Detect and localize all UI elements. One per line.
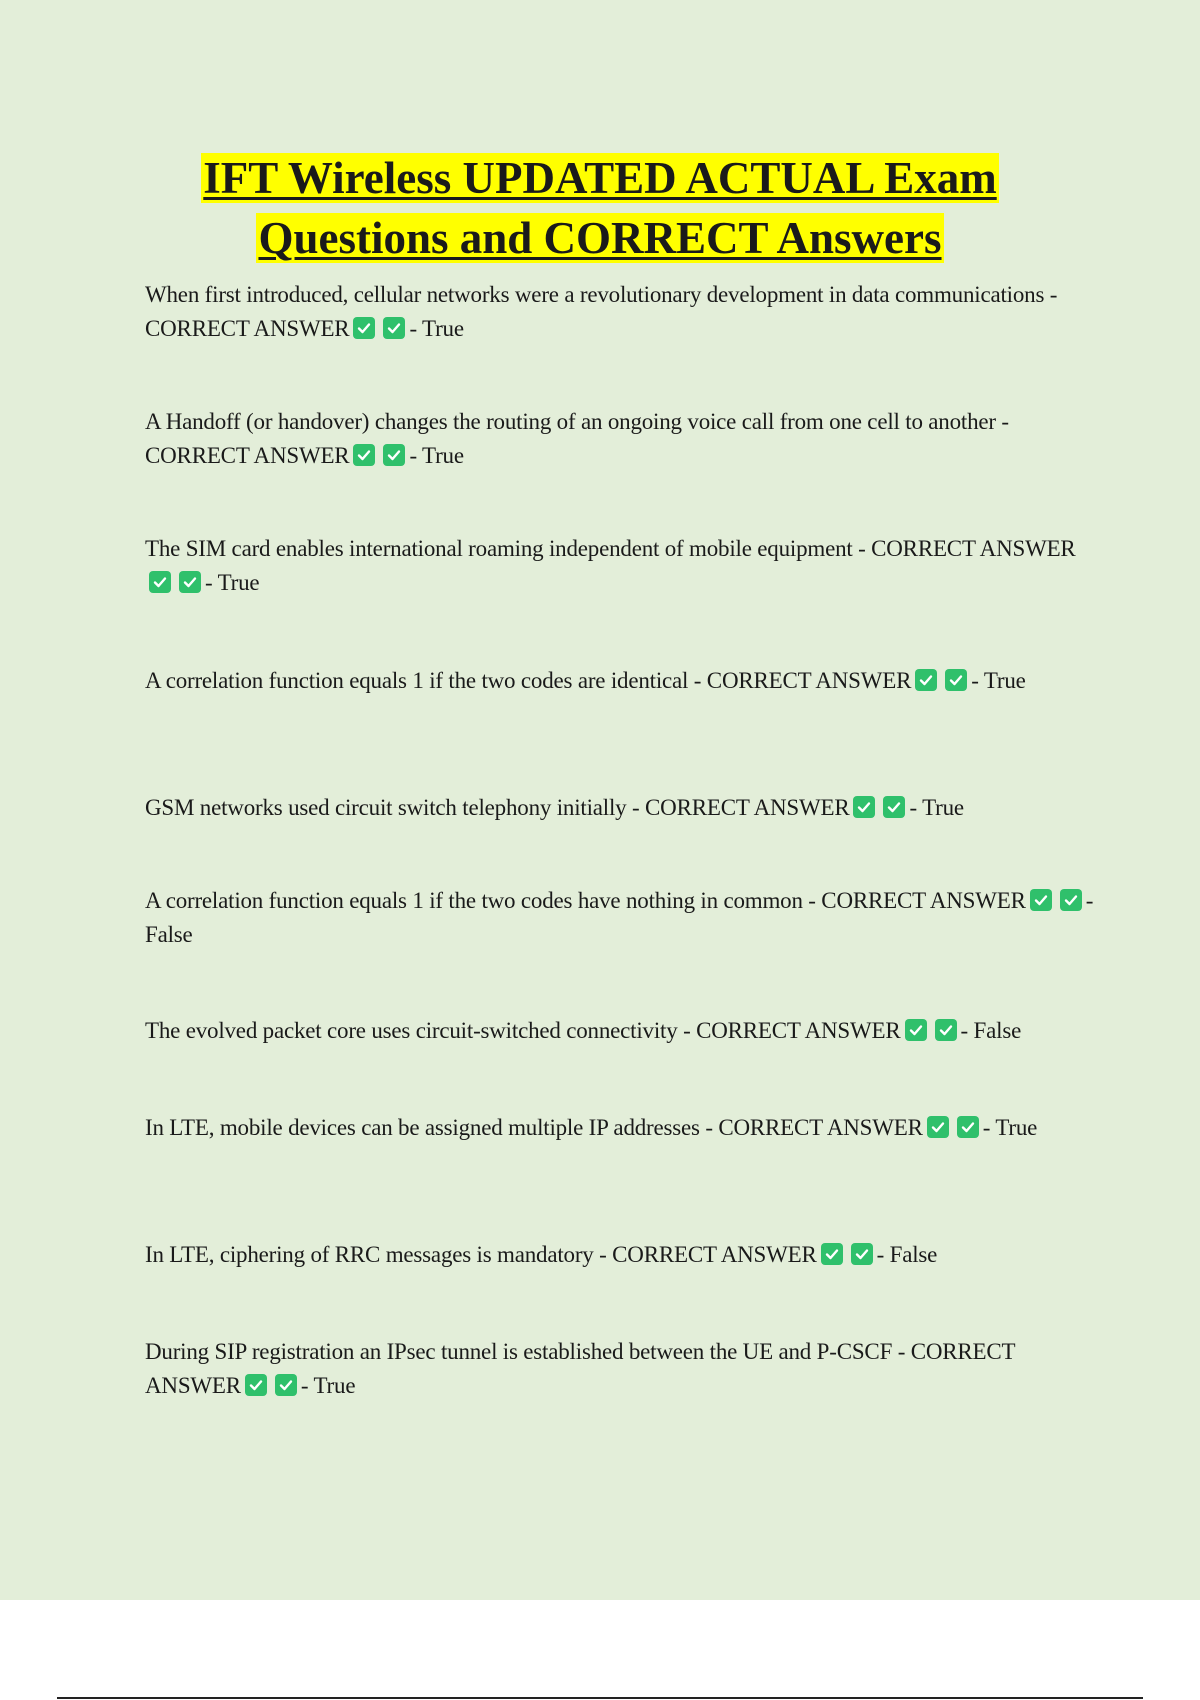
check-mark-icon [927, 1116, 949, 1138]
question-text: The SIM card enables international roaming independent of mobile equipment - CORRECT ANSWER [145, 536, 1076, 561]
question-text: During SIP registration an IPsec tunnel is established between the UE and P-CSCF - CORRECT ANSWER [145, 1339, 1015, 1398]
check-mark-icon [353, 444, 375, 466]
answer-text: - True [300, 1373, 356, 1398]
check-mark-icon [1030, 889, 1052, 911]
check-mark-icon [149, 571, 171, 593]
question-text: In LTE, mobile devices can be assigned multiple IP addresses - CORRECT ANSWER [145, 1115, 923, 1140]
document-title [0, 148, 1200, 268]
qa-item [145, 1238, 1095, 1272]
question-text: A correlation function equals 1 if the two codes are identical - CORRECT ANSWER [145, 668, 912, 693]
check-mark-icon [945, 669, 967, 691]
question-text: A correlation function equals 1 if the two codes have nothing in common - CORRECT ANSWER [145, 888, 1026, 913]
answer-text: - True [971, 668, 1026, 693]
check-mark-icon [853, 796, 875, 818]
qa-item [145, 791, 1095, 825]
qa-item [145, 1335, 1095, 1403]
qa-item [145, 278, 1095, 346]
qa-item [145, 1014, 1095, 1048]
qa-item [145, 664, 1095, 698]
qa-item [145, 884, 1095, 952]
check-mark-icon [275, 1374, 297, 1396]
answer-text: - True [205, 570, 260, 595]
qa-item [145, 532, 1095, 600]
qa-item [145, 405, 1095, 473]
check-mark-icon [383, 444, 405, 466]
check-mark-icon [915, 669, 937, 691]
check-mark-icon [821, 1243, 843, 1265]
check-mark-icon [179, 571, 201, 593]
answer-text: - True [982, 1115, 1038, 1140]
title-line-1: IFT Wireless UPDATED ACTUAL Exam [203, 153, 997, 203]
check-mark-icon [851, 1243, 873, 1265]
footer-divider [57, 1697, 1143, 1699]
check-mark-icon [245, 1374, 267, 1396]
check-mark-icon [883, 796, 905, 818]
check-mark-icon [905, 1019, 927, 1041]
check-mark-icon [383, 317, 405, 339]
answer-text: - False [960, 1018, 1022, 1043]
question-text: The evolved packet core uses circuit-switched connectivity - CORRECT ANSWER [145, 1018, 901, 1043]
question-text: In LTE, ciphering of RRC messages is mandatory - CORRECT ANSWER [145, 1242, 817, 1267]
check-mark-icon [957, 1116, 979, 1138]
answer-text: - True [409, 443, 464, 468]
answer-text: - False [876, 1242, 938, 1267]
answer-text: - True [909, 795, 964, 820]
check-mark-icon [935, 1019, 957, 1041]
qa-item [145, 1111, 1095, 1145]
question-text: When first introduced, cellular networks were a revolutionary development in data communications - CORRECT ANSWER [145, 282, 1058, 341]
answer-text: - False [145, 888, 1094, 947]
answer-text: - True [409, 316, 464, 341]
question-text: A Handoff (or handover) changes the routing of an ongoing voice call from one cell to another - CORRECT ANSWER [145, 409, 1009, 468]
title-line-2: Questions and CORRECT Answers [258, 213, 942, 263]
check-mark-icon [1060, 889, 1082, 911]
question-text: GSM networks used circuit switch telephony initially - CORRECT ANSWER [145, 795, 850, 820]
check-mark-icon [353, 317, 375, 339]
